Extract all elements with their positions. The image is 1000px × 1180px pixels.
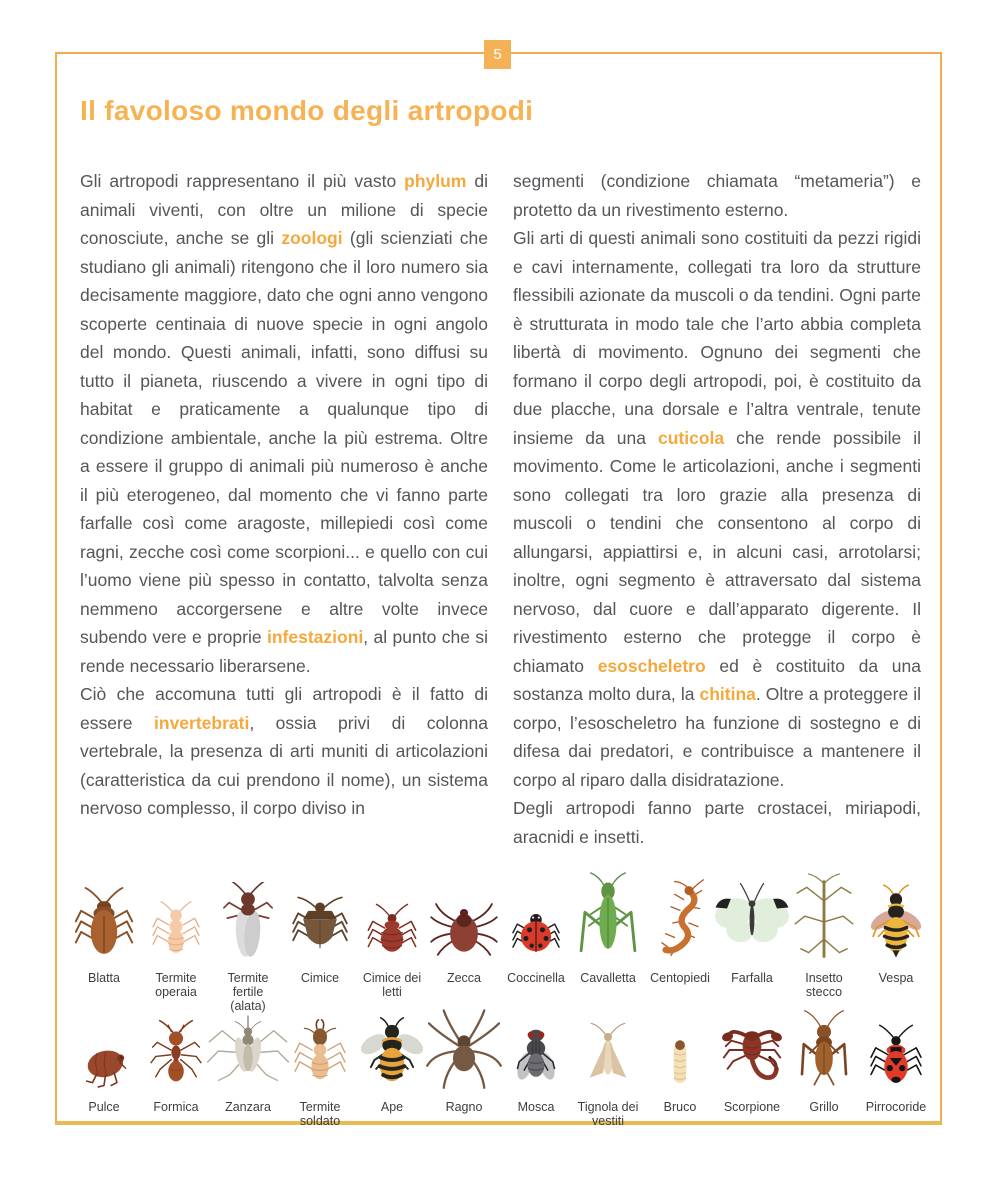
tick-icon xyxy=(423,876,505,968)
insect-label: Formica xyxy=(153,1100,199,1114)
insect-label: Grillo xyxy=(809,1100,839,1114)
text-run: , ossia privi di colonna vertebrale, la presenza di arti muniti di articolazioni (caratteristica da cui prendono il nome), un sistema nervoso complesso, il corpo diviso in xyxy=(80,712,488,818)
highlight-term: zoologi xyxy=(281,228,343,248)
flea-icon xyxy=(68,1013,140,1097)
insect-row-1 xyxy=(68,876,932,1013)
text-run: ed è costituito da una sostanza molto dura, la xyxy=(513,655,922,704)
insect-label: Blatta xyxy=(88,971,120,985)
worker-termite-icon xyxy=(140,876,212,968)
insect-label: Mosca xyxy=(517,1100,555,1114)
insect-cell xyxy=(572,1013,644,1128)
insect-cell xyxy=(788,876,860,1013)
paragraph xyxy=(80,680,488,823)
insect-cell xyxy=(788,1013,860,1128)
page-number-badge: 5 xyxy=(484,40,511,69)
insect-cell xyxy=(284,1013,356,1128)
insect-label: Scorpione xyxy=(723,1100,781,1114)
insect-cell xyxy=(68,876,140,1013)
insect-label: Ragno xyxy=(445,1100,483,1114)
bed-bug-icon xyxy=(355,876,429,968)
insect-cell xyxy=(356,876,428,1013)
insect-label: Cimice dei letti xyxy=(362,971,422,999)
paragraph xyxy=(513,224,921,794)
insect-label: Cimice xyxy=(300,971,340,985)
insect-cell xyxy=(284,876,356,1013)
text-run: (gli scienziati che studiano gli animali) ritengono che il loro numero sia decisamente maggiore, dato che ogni anno vengono scoperte centinaia di nuove specie in ogni angolo del mondo. Questi animali, infatti, sono diffusi su tutto il pianeta, riuscendo a vivere in ogni tipo di habitat e praticamente a qualunque tipo di condizione ambientale, anche la più estrema. Oltre a essere il gruppo di animali più numeroso è anche il più eterogeneo, dal momento che vi fanno parte farfalle così come aragoste, millepiedi così come ragni, zecche così come scorpioni... e quello con cui l’uomo viene più spesso in contatto, talvolta senza nemmeno accorgersene e altre volte invece subendo vere e proprie xyxy=(80,228,488,647)
insect-label: Cavalletta xyxy=(580,971,636,985)
insect-cell xyxy=(500,1013,572,1128)
insect-label: Coccinella xyxy=(507,971,565,985)
text-run: di animali viventi, con oltre un milione di specie conosciute, anche se gli xyxy=(80,171,489,248)
highlight-term: invertebrati xyxy=(154,712,250,733)
insect-label: Ape xyxy=(380,1100,404,1114)
insect-cell xyxy=(428,1013,500,1128)
text-run: Degli artropodi fanno parte crostacei, miriapodi, aracnidi e insetti. xyxy=(513,798,921,847)
insect-cell xyxy=(140,876,212,1013)
text-run: che rende possibile il movimento. Come le articolazioni, anche i segmenti sono collegati tra loro grazie alla presenza di muscoli o tendini che consentono al corpo di allungarsi, appiattirsi e, in alcuni casi, arrotolarsi; inoltre, ogni segmento è attraversato dal sistema nervoso, dal cuore e dall’apparato digerente. Il rivestimento esterno che protegge il corpo è chiamato xyxy=(513,427,921,676)
insect-grid xyxy=(68,876,932,1128)
insect-label: Farfalla xyxy=(731,971,773,985)
cricket-icon xyxy=(780,1013,868,1097)
article-body xyxy=(80,167,921,851)
text-run: , al punto che si rende necessario liberarsene. xyxy=(80,627,488,676)
wasp-icon xyxy=(852,876,940,968)
insect-label: Termite fertile (alata) xyxy=(227,971,269,1013)
highlight-term: chitina xyxy=(699,684,756,704)
insect-cell xyxy=(428,876,500,1013)
highlight-term: infestazioni xyxy=(267,627,364,647)
fly-icon xyxy=(494,1013,578,1097)
insect-label: Bruco xyxy=(663,1100,697,1114)
insect-label: Termite soldato xyxy=(299,1100,341,1128)
insect-label: Pirrocoride xyxy=(865,1100,927,1114)
insect-cell xyxy=(572,876,644,1013)
insect-cell xyxy=(716,1013,788,1128)
paragraph xyxy=(513,794,921,851)
paragraph xyxy=(513,167,921,224)
paragraph xyxy=(80,167,488,680)
insect-row-2 xyxy=(68,1013,932,1128)
text-run: Ciò che accomuna tutti gli artropodi è il fatto di essere xyxy=(80,684,488,733)
insect-label: Vespa xyxy=(878,971,914,985)
insect-label: Termite operaia xyxy=(155,971,197,999)
insect-label: Insetto stecco xyxy=(805,971,843,999)
text-run: segmenti (condizione chiamata “metameria”) e protetto da un rivestimento esterno. xyxy=(513,171,921,220)
text-run: Gli artropodi rappresentano il più vasto xyxy=(80,171,405,191)
cockroach-icon xyxy=(60,876,148,968)
highlight-term: phylum xyxy=(404,171,467,191)
stink-bug-icon xyxy=(278,876,362,968)
highlight-term: cuticola xyxy=(657,427,725,448)
text-column-left xyxy=(80,167,488,851)
insect-cell xyxy=(860,876,932,1013)
text-run: . Oltre a proteggere il corpo, l’esoscheletro ha funzione di sostegno e di difesa dai predatori, e contribuisce a mantenere il corpo al riparo dalla disidratazione. xyxy=(513,684,921,790)
text-run: Gli arti di questi animali sono costituiti da pezzi rigidi e cavi internamente, collegati tra loro da strutture flessibili azionate da muscoli o da tendini. Ogni parte è strutturata in modo tale che l’arto abbia completa libertà di movimento. Ognuno dei segmenti che formano il corpo degli artropodi, poi, è costituito da due placche, una dorsale e l’altra ventrale, tenute insieme da una xyxy=(513,228,921,448)
insect-label: Zecca xyxy=(446,971,482,985)
insect-label: Tignola dei vestiti xyxy=(577,1100,639,1128)
insect-label: Centopiedi xyxy=(650,971,710,985)
insect-label: Zanzara xyxy=(225,1100,271,1114)
clothes-moth-icon xyxy=(568,1013,648,1097)
insect-label: Pulce xyxy=(88,1100,120,1114)
insect-cell xyxy=(212,1013,284,1128)
insect-cell xyxy=(212,876,284,1013)
page-title: Il favoloso mondo degli artropodi xyxy=(80,95,534,126)
text-column-right xyxy=(513,167,921,851)
firebug-icon xyxy=(857,1013,935,1097)
highlight-term: esoscheletro xyxy=(597,655,706,676)
insect-cell xyxy=(68,1013,140,1128)
insect-cell xyxy=(860,1013,932,1128)
